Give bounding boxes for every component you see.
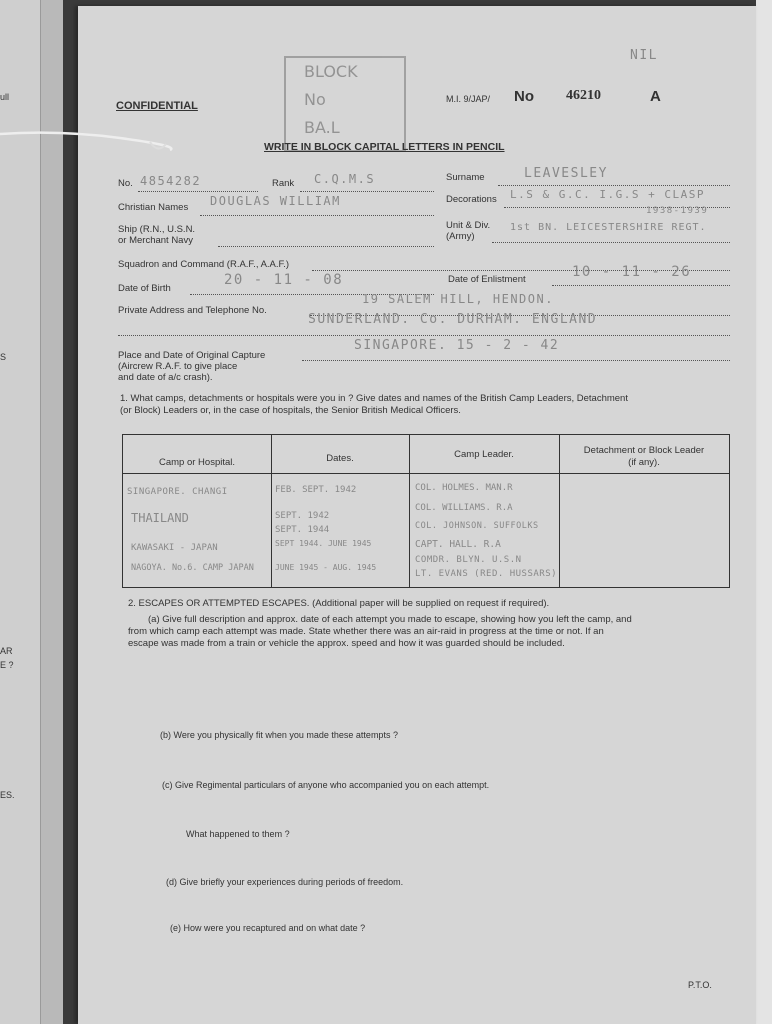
q2b-text: (b) Were you physically fit when you made these attempts ? (160, 730, 398, 740)
dob-value: 20 - 11 - 08 (224, 272, 344, 288)
table-cell: COL. WILLIAMS. R.A (415, 503, 513, 513)
capture-label: Place and Date of Original Capture (118, 350, 266, 361)
unit-label-2: (Army) (446, 231, 475, 242)
pencil-instruction: WRITE IN BLOCK CAPITAL LETTERS IN PENCIL (264, 141, 505, 153)
number-label: No (514, 88, 534, 105)
unit-label: Unit & Div. (446, 220, 491, 231)
no-label: No. (118, 178, 133, 189)
unit-value: 1st BN. LEICESTERSHIRE REGT. (510, 222, 707, 233)
decorations-label: Decorations (446, 194, 497, 205)
table-cell: SINGAPORE. CHANGI (127, 487, 228, 497)
table-cell: JUNE 1945 - AUG. 1945 (275, 563, 377, 572)
table-cell: COL. HOLMES. MAN.R (415, 483, 513, 493)
table-cell: SEPT. 1942 (275, 511, 330, 521)
table-cell: SEPT 1944. JUNE 1945 (275, 539, 372, 548)
left-fragment: E ? (0, 660, 14, 670)
left-fragment: AR (0, 646, 13, 656)
stamp-text: BA.L (304, 118, 340, 137)
christian-names-label: Christian Names (118, 202, 189, 213)
q2-title: 2. ESCAPES OR ATTEMPTED ESCAPES. (Additional paper will be supplied on request if required). (128, 598, 550, 609)
block-stamp (284, 56, 406, 152)
string-tie (0, 120, 180, 160)
capture-value: SINGAPORE. 15 - 2 - 42 (354, 338, 560, 353)
form-code: M.I. 9/JAP/ (446, 94, 491, 104)
right-page-edge (756, 0, 772, 1024)
table-header: Camp Leader. (454, 449, 514, 460)
left-fragment: ull (0, 92, 10, 102)
address-line-2: SUNDERLAND. Co. DURHAM. ENGLAND (308, 312, 598, 327)
capture-label-3: and date of a/c crash). (118, 372, 213, 383)
table-cell: SEPT. 1944 (275, 525, 330, 535)
q2c-followup: What happened to them ? (186, 829, 290, 839)
nil-note: NIL (630, 48, 658, 63)
q1-text: 1. What camps, detachments or hospitals were you in ? Give dates and names of the British Camp Leaders, Detachment (120, 393, 628, 404)
enlistment-value: 10 - 11 - 26 (572, 264, 692, 280)
q2a-text-3: escape was made from a train or vehicle the approx. speed and how it was guarded should be included. (128, 638, 565, 649)
confidential-label: CONFIDENTIAL (116, 100, 198, 112)
table-cell: KAWASAKI - JAPAN (131, 543, 218, 553)
address-label: Private Address and Telephone No. (118, 305, 267, 316)
capture-label-2: (Aircrew R.A.F. to give place (118, 361, 238, 372)
table-header: Dates. (326, 453, 354, 464)
q2d-text: (d) Give briefly your experiences during periods of freedom. (166, 877, 404, 887)
ship-label-2: or Merchant Navy (118, 235, 193, 246)
q1-text-2: (or Block) Leaders or, in the case of hospitals, the Senior British Medical Officers. (120, 405, 461, 416)
rank-label: Rank (272, 178, 295, 189)
pto-label: P.T.O. (688, 980, 712, 990)
q2a-text-2: from which camp each attempt was made. State whether there was an air-raid in progress at the time or not. If an (128, 626, 604, 637)
serial-number: 46210 (566, 88, 601, 103)
stamp-text: No (304, 90, 326, 109)
table-cell: COL. JOHNSON. SUFFOLKS (415, 521, 539, 531)
left-fragment: ES. (0, 790, 15, 800)
rank-value: C.Q.M.S (314, 172, 376, 186)
q2c-text: (c) Give Regimental particulars of anyone who accompanied you on each attempt. (162, 780, 490, 790)
table-cell: COMDR. BLYN. U.S.N (415, 555, 522, 565)
decorations-years: 1938-1939 (646, 206, 709, 216)
dob-label: Date of Birth (118, 283, 171, 294)
enlistment-label: Date of Enlistment (448, 274, 526, 285)
service-number: 4854282 (140, 174, 202, 188)
table-cell: NAGOYA. No.6. CAMP JAPAN (131, 563, 254, 573)
table-cell: THAILAND (131, 511, 189, 525)
squadron-label: Squadron and Command (R.A.F., A.A.F.) (118, 259, 290, 270)
table-cell: FEB. SEPT. 1942 (275, 485, 357, 495)
address-line-1: 19 SALEM HILL, HENDON. (362, 292, 554, 306)
surname-value: LEAVESLEY (524, 166, 608, 181)
camps-table (122, 434, 730, 588)
ship-label: Ship (R.N., U.S.N. (118, 224, 196, 235)
q2a-text: (a) Give full description and approx. date of each attempt you made to escape, showing how you left the camp, and (148, 614, 632, 625)
left-fragment: S (0, 352, 7, 362)
table-cell: LT. EVANS (RED. HUSSARS) (415, 569, 558, 579)
decorations-value: L.S & G.C. I.G.S + CLASP (510, 188, 705, 201)
table-header: Camp or Hospital. (158, 457, 236, 468)
serial-suffix: A (650, 88, 661, 105)
q2e-text: (e) How were you recaptured and on what date ? (170, 923, 366, 933)
table-cell: CAPT. HALL. R.A (415, 539, 501, 550)
christian-names-value: DOUGLAS WILLIAM (210, 194, 341, 208)
stamp-text: BLOCK (304, 62, 358, 81)
table-header: Detachment or Block Leader (if any). (583, 445, 705, 468)
surname-label: Surname (446, 172, 485, 183)
